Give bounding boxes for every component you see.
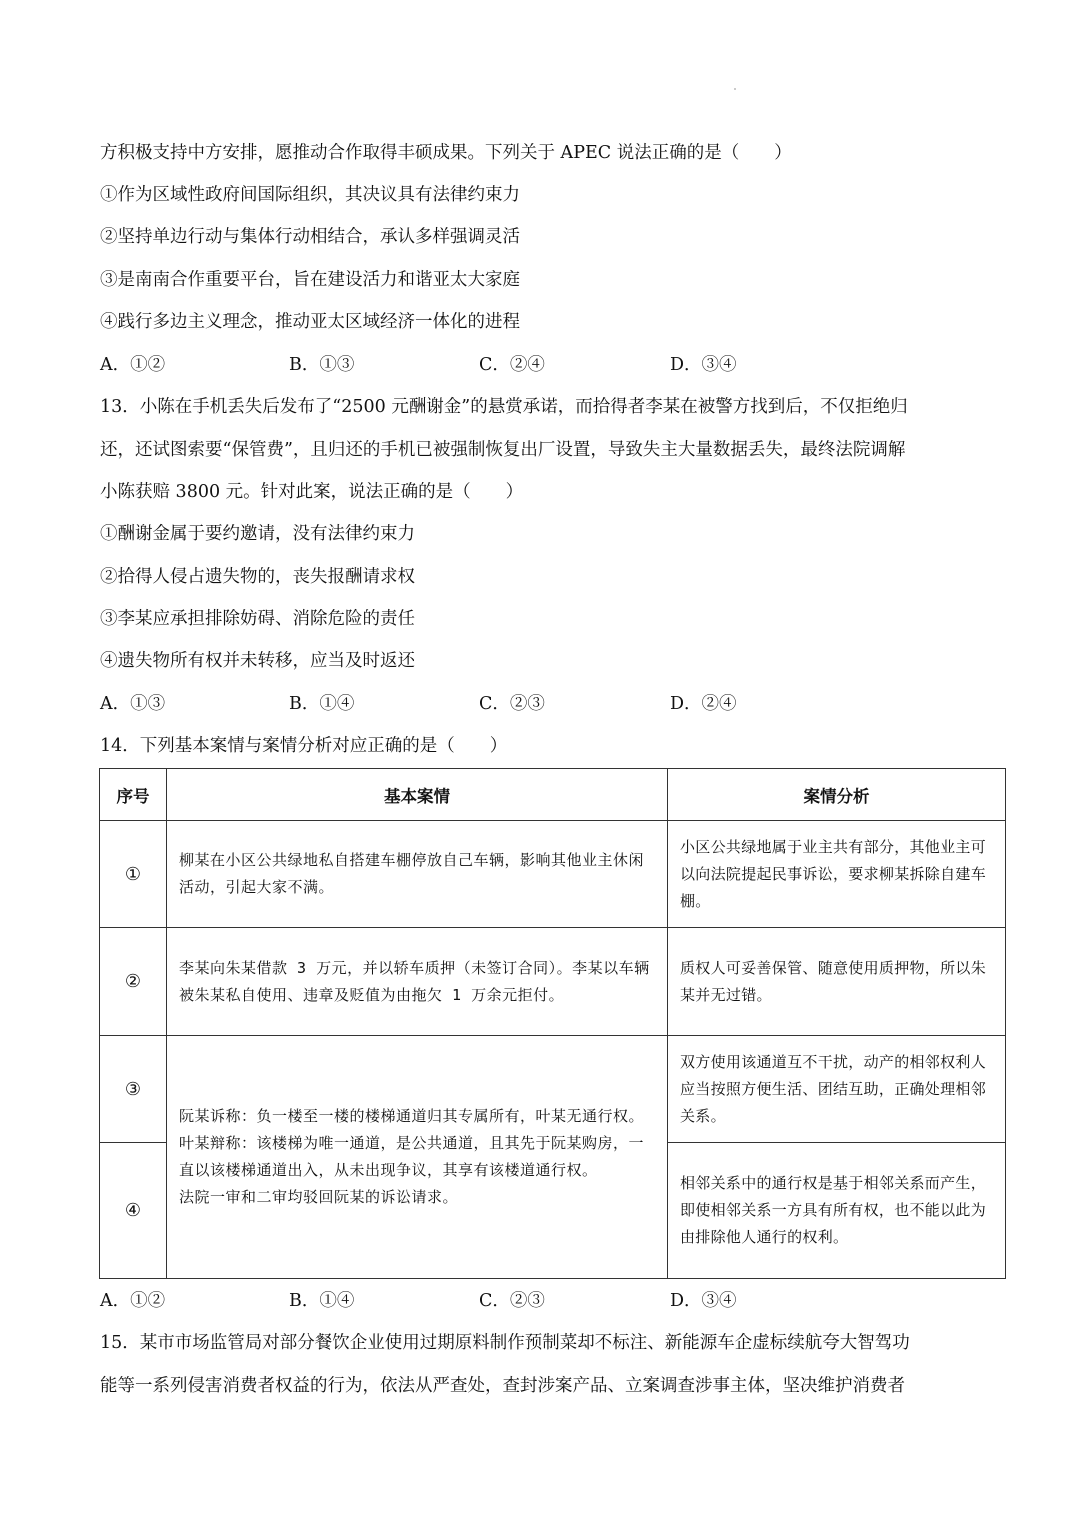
q13-item-2: ②拾得人侵占遗失物的，丧失报酬请求权 xyxy=(100,567,415,587)
q15-stem-line-2: 能等一系列侵害消费者权益的行为，依法从严查处，查封涉案产品、立案调查涉事主体，坚决维护消费者 xyxy=(100,1376,905,1396)
case-table xyxy=(99,768,1006,1279)
q13-stem-line-1: 13．小陈在手机丢失后发布了“2500 元酬谢金”的悬赏承诺，而拾得者李某在被警方找到后，不仅拒绝归 xyxy=(100,397,908,417)
q13-item-4: ④遗失物所有权并未转移，应当及时返还 xyxy=(100,651,415,671)
q13-option-a: A．①③ xyxy=(100,694,166,714)
basic-case-cell: 李某向朱某借款 3 万元，并以轿车质押（未签订合同）。李某以车辆被朱某私自使用、违章及贬值为由拖欠 1 万余元拒付。 xyxy=(167,928,668,1036)
q13-option-b: B．①④ xyxy=(289,694,355,714)
q12-option-a: A．①② xyxy=(100,355,166,375)
q13-stem-line-2: 还，还试图索要“保管费”，且归还的手机已被强制恢复出厂设置，导致失主大量数据丢失，最终法院调解 xyxy=(100,440,906,460)
q14-option-a: A．①② xyxy=(100,1291,166,1311)
q13-item-1: ①酬谢金属于要约邀请，没有法律约束力 xyxy=(100,524,415,544)
q14-option-d: D．③④ xyxy=(670,1291,737,1311)
shared-basic-case-cell xyxy=(167,1036,668,1279)
q12-item-4: ④践行多边主义理念，推动亚太区域经济一体化的进程 xyxy=(100,312,520,332)
header-basic-case: 基本案情 xyxy=(167,769,668,821)
q12-option-b: B．①③ xyxy=(289,355,355,375)
scan-dot xyxy=(734,88,736,90)
q13-item-3: ③李某应承担排除妨碍、消除危险的责任 xyxy=(100,609,415,629)
analysis-cell: 双方使用该通道互不干扰，动产的相邻权利人应当按照方便生活、团结互助，正确处理相邻关系。 xyxy=(668,1036,1006,1143)
shared-case-line-3: 法院一审和二审均驳回阮某的诉讼请求。 xyxy=(179,1188,459,1206)
row-number: ④ xyxy=(100,1143,167,1279)
q12-item-2: ②坚持单边行动与集体行动相结合，承认多样强调灵活 xyxy=(100,227,520,247)
q12-stem-tail: 方积极支持中方安排，愿推动合作取得丰硕成果。下列关于 APEC 说法正确的是（ ） xyxy=(100,143,792,163)
shared-case-line-1: 阮某诉称：负一楼至一楼的楼梯通道归其专属所有，叶某无通行权。 xyxy=(179,1107,645,1125)
basic-case-cell: 柳某在小区公共绿地私自搭建车棚停放自己车辆，影响其他业主休闲活动，引起大家不满。 xyxy=(167,821,668,928)
shared-case-line-2: 叶某辩称：该楼梯为唯一通道，是公共通道，且其先于阮某购房，一直以该楼梯通道出入，从未出现争议，其享有该楼道通行权。 xyxy=(179,1134,645,1179)
table-row xyxy=(100,928,1006,1036)
header-case-analysis: 案情分析 xyxy=(668,769,1006,821)
table-row xyxy=(100,821,1006,928)
q13-option-d: D．②④ xyxy=(670,694,737,714)
q13-stem-line-3: 小陈获赔 3800 元。针对此案，说法正确的是（ ） xyxy=(100,482,524,502)
table-header-row xyxy=(100,769,1006,821)
q14-stem: 14．下列基本案情与案情分析对应正确的是（ ） xyxy=(100,736,508,756)
q14-option-c: C．②③ xyxy=(479,1291,545,1311)
row-number: ① xyxy=(100,821,167,928)
q12-item-1: ①作为区域性政府间国际组织，其决议具有法律约束力 xyxy=(100,185,520,205)
header-number: 序号 xyxy=(100,769,167,821)
q13-option-c: C．②③ xyxy=(479,694,545,714)
table-row xyxy=(100,1036,1006,1143)
row-number: ② xyxy=(100,928,167,1036)
q15-stem-line-1: 15．某市市场监管局对部分餐饮企业使用过期原料制作预制菜却不标注、新能源车企虚标续航夸大智驾功 xyxy=(100,1333,910,1353)
q14-option-b: B．①④ xyxy=(289,1291,355,1311)
q12-item-3: ③是南南合作重要平台，旨在建设活力和谐亚太大家庭 xyxy=(100,270,520,290)
analysis-cell: 相邻关系中的通行权是基于相邻关系而产生，即使相邻关系一方具有所有权，也不能以此为由排除他人通行的权利。 xyxy=(668,1143,1006,1279)
analysis-cell: 质权人可妥善保管、随意使用质押物，所以朱某并无过错。 xyxy=(668,928,1006,1036)
q12-option-c: C．②④ xyxy=(479,355,545,375)
q12-option-d: D．③④ xyxy=(670,355,737,375)
row-number: ③ xyxy=(100,1036,167,1143)
analysis-cell: 小区公共绿地属于业主共有部分，其他业主可以向法院提起民事诉讼，要求柳某拆除自建车棚。 xyxy=(668,821,1006,928)
